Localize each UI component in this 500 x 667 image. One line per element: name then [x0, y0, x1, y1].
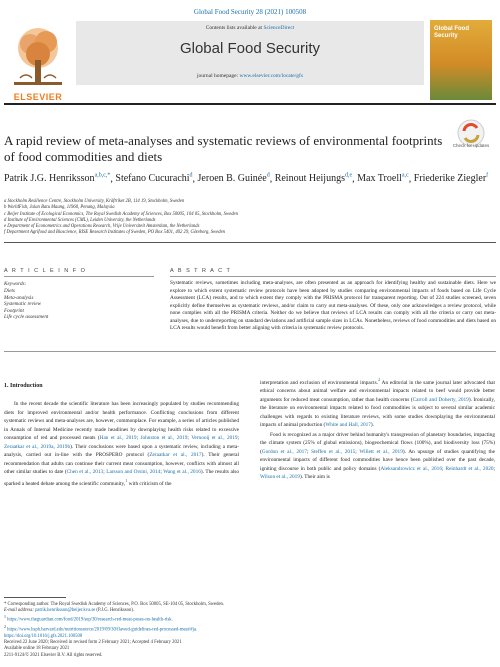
footnote-1: $^1$ https://www.theguardian.com/food/2019/sep/30/research-red-meat-poses-no-health-risk. — [4, 615, 173, 623]
doi-link[interactable]: https://doi.org/10.1016/j.gfs.2021.100508 — [4, 634, 83, 639]
author[interactable]: Friederike Ziegler$^f$ — [413, 173, 489, 185]
citation-link[interactable]: Gordon et al., 2017 — [261, 448, 307, 455]
affiliation-list — [4, 199, 494, 237]
citation-link[interactable]: Larsson and Orsini, 2014 — [106, 469, 161, 475]
author[interactable]: Stefano Cucurachi$^d$ — [115, 173, 193, 185]
affiliation: a Stockholm Resilience Centre, Stockholm University, Kräftriket 2B, 114 19, Stockholm, Sweden — [4, 199, 185, 204]
abstract-divider — [170, 276, 496, 277]
affiliation: f Department Agrifood and Bioscience, RISE Research Institutes of Sweden, PO Box 5401, 402 29, Göteborg, Sweden — [4, 230, 226, 236]
affiliation: d Institute of Environmental Sciences (CML), Leiden University, the Netherlands — [4, 217, 156, 223]
affiliation: b WorldFish, Jalan Batu Maung, 11960, Penang, Malaysia — [4, 205, 115, 211]
citation-link[interactable]: Johnston et al., 2019 — [140, 435, 188, 441]
citation-link[interactable]: Vernooij et al., 2019 — [191, 435, 238, 441]
cover-title: Global Food Security — [434, 26, 469, 39]
email-note: E-mail address: patrik.henriksson@beijer.kva.se (P.J.G. Henriksson). — [4, 608, 135, 614]
article-title: A rapid review of meta-analyses and systematic reviews of environmental footprints of food commodities and diets — [4, 133, 443, 164]
affiliation: e Department of Econometrics and Operations Research, Vrije Universiteit Amsterdam, the Netherlands — [4, 224, 200, 230]
abstract-heading: A B S T R A C T — [170, 268, 232, 274]
journal-cover-image — [430, 20, 492, 100]
sciencedirect-link[interactable]: ScienceDirect — [263, 25, 295, 31]
check-updates-label: Check for updates — [452, 143, 490, 148]
publisher-name: ELSEVIER — [13, 92, 63, 102]
citation-link[interactable]: Steffen et al., 2015 — [311, 448, 356, 455]
footnotes — [4, 602, 496, 634]
body-divider — [4, 351, 496, 352]
body-paragraph: In the recent decade the scientific literature has been increasingly populated by studies recommending diets for improved environmental and/or health performance. Conflicting conclusions from different systematic reviews and meta-analyses are, however, commonplace. For example, a series of articles published in Annals of Internal Medicine recently made headlines by downplaying health risks related to excessive consumption of red and processed meats (Han et al., 2019; Johnston et al., 2019; Vernooij et al., 2019; Zeraatkar et al., 2019a, 2019b). Their conclusions were based upon a systematic review, including a meta-analysis, carried out in-line with the PROSPERO protocol (Zeraatkar et al., 2017). Their general recommendation that adults can continue their current meat consumption, however, conflicts with almost all other similar studies to date (Chen et al., 2013; Larsson and Orsini, 2014; Wang et al., 2016). The results also sparked a heated debate among the scientific community,$^1$ with criticism of the — [4, 401, 240, 487]
author[interactable]: Patrik J.G. Henriksson$^{a,b,c,*}$ — [4, 173, 111, 185]
citation-link[interactable]: Wilson et al., 2019 — [260, 474, 300, 481]
body-left-column — [4, 400, 239, 489]
corresponding-author-note: * Corresponding author. The Royal Swedish Academy of Sciences, P.O. Box 50005, SE-104 05, Stockholm, Sweden. — [4, 602, 225, 607]
author[interactable]: Reinout Heijungs$^{d,e}$ — [274, 173, 353, 185]
citation-link[interactable]: Carroll and Doherty, 2019 — [412, 396, 469, 403]
author[interactable]: Max Troell$^{a,c}$ — [357, 173, 409, 185]
author[interactable]: Jeroen B. Guinée$^d$ — [197, 173, 270, 185]
affiliation-divider — [4, 242, 496, 243]
keywords-heading: Keywords: — [4, 281, 27, 287]
keyword: Diets — [4, 288, 15, 294]
citation-link[interactable]: Zeraatkar et al., 2019a — [4, 443, 54, 450]
received-dates: Received 22 June 2020; Received in revised form 2 February 2021; Accepted 4 February 2021 — [4, 640, 182, 646]
citation-link[interactable]: Zeraatkar et al., 2017 — [149, 452, 202, 458]
keyword: Life cycle assessment — [4, 314, 49, 321]
affiliation: c Beijer Institute of Ecological Economics, The Royal Swedish Academy of Sciences, Box 50005, 104 05, Stockholm, Sweden — [4, 211, 238, 217]
footnote-marker[interactable]: 1 — [125, 477, 128, 483]
footnote-1-link[interactable]: https://www.theguardian.com/food/2019/sep/30/research-red-meat-poses-no-health-risk. — [7, 617, 173, 623]
available-online: Available online 18 February 2021 — [4, 646, 70, 652]
citation-link[interactable]: Han et al., 2019 — [99, 435, 137, 441]
elsevier-tree-logo — [4, 22, 72, 90]
body-paragraph: interpretation and exclusion of environmental impacts.$^2$ An editorial in the same journal later advocated that ethical concerns about animal welfare and environmental impacts related to beef would provide better arguments for reduced meat consumption, rather than health concerns (Carroll and Doherty, 2019). Ironically, the literature on environmental impacts related to food commodities is subject to several similar academic challenges with regards to existing literature reviews, with some studies downplaying the environmental impacts of animal production (White and Hall, 2017). — [260, 377, 495, 429]
section-heading: 1. Introduction — [4, 383, 43, 389]
journal-citation-link[interactable]: Global Food Security 28 (2021) 100508 — [193, 8, 307, 16]
article-info-divider — [4, 276, 154, 277]
body-right-column — [260, 376, 495, 483]
footnote-divider — [4, 597, 66, 598]
contents-available-line: Contents lists available at ScienceDirect — [205, 25, 295, 31]
issn-copyright: 2211-9124/© 2021 Elsevier B.V. All rights reserved. — [4, 652, 103, 658]
header-divider — [4, 103, 496, 105]
keyword: Footprint — [4, 307, 24, 314]
body-paragraph: Food is recognized as a major driver behind humanity's transgression of planetary boundaries, impacting the climate system (25% of global emissions), biogeochemical flows (100%), and biodiversity loss (75%) (Gordon et al., 2017; Steffen et al., 2015; Willett et al., 2019). An upsurge of studies quantifying the environmental impacts of different food commodities have hence been published over the past decade, igniting discourse in both public and policy domains (Aleksandrowicz et al., 2016; Reinhardt et al., 2020; Wilson et al., 2019). Their aim is — [260, 431, 496, 481]
author-list: Patrik J.G. Henriksson$^{a,b,c,*}$, Stefano Cucurachi$^d$, Jeroen B. Guinée$^d$, Reinout Heijungs$^{d,e}$, Max Troell$^{a,c}$, Friederike Ziegler$^f$ — [4, 173, 489, 185]
citation-link[interactable]: Reinhardt et al., 2020 — [445, 465, 494, 472]
citation-link[interactable]: 2019b — [56, 443, 71, 450]
citation-link[interactable]: White and Hall, 2017 — [325, 422, 371, 429]
keyword-list — [4, 288, 154, 321]
abstract-text: Systematic reviews, sometimes including meta-analyses, are often presented as an approach for identifying healthy and sustainable diets. Here we explore to which extent systematic review protocols have been adopted by studies comparing environmental impacts of foods based on Life Cycle Assessment (LCA) results, and to which extent they comply with the PRISMA protocol for transparent reporting. Out of 224 studies screened, seven explicitly define themselves as systematic reviews, and/or claim to carry out meta-analyses. Of these, only one acknowledges a review protocol, while none complies with all the PRISMA criteria. Neither do we believe that reviews of LCA results can comply with all the criteria or carry out meta-analyses, due to underreporting on standard deviations and artificial sample sizes in LCAs. Nonetheless, reviews of food commodities and diets based on LCA results would benefit from better aligning with criteria in systematic review protocols. — [170, 280, 496, 331]
journal-header — [76, 21, 424, 85]
citation-link[interactable]: Chen et al., 2013 — [66, 469, 104, 475]
footnote-2: $^2$ https://www.hsph.harvard.edu/nutritionsource/2019/09/30/flawed-guidelines-red-processed-meat/#ja. — [4, 625, 198, 633]
journal-citation[interactable] — [0, 8, 500, 16]
journal-homepage-line: journal homepage: www.elsevier.com/locate/gfs — [197, 73, 303, 79]
article-info-heading: A R T I C L E I N F O — [4, 268, 87, 274]
email-link[interactable]: patrik.henriksson@beijer.kva.se — [35, 608, 96, 614]
publication-info — [4, 634, 496, 659]
keyword: Meta-analysis — [4, 294, 34, 301]
citation-link[interactable]: Wang et al., 2016 — [163, 469, 201, 475]
citation-link[interactable]: Willett et al., 2019 — [359, 448, 403, 455]
citation-link[interactable]: Aleksandrowicz et al., 2016 — [380, 465, 442, 472]
footnote-2-link[interactable]: https://www.hsph.harvard.edu/nutritionsource/2019/09/30/flawed-guidelines-red-processed-meat/#ja. — [7, 627, 198, 633]
journal-homepage-link[interactable]: www.elsevier.com/locate/gfs — [239, 73, 303, 79]
footnote-marker[interactable]: 2 — [377, 377, 381, 382]
keyword: Systematic review — [4, 301, 42, 308]
journal-title: Global Food Security — [179, 40, 321, 57]
